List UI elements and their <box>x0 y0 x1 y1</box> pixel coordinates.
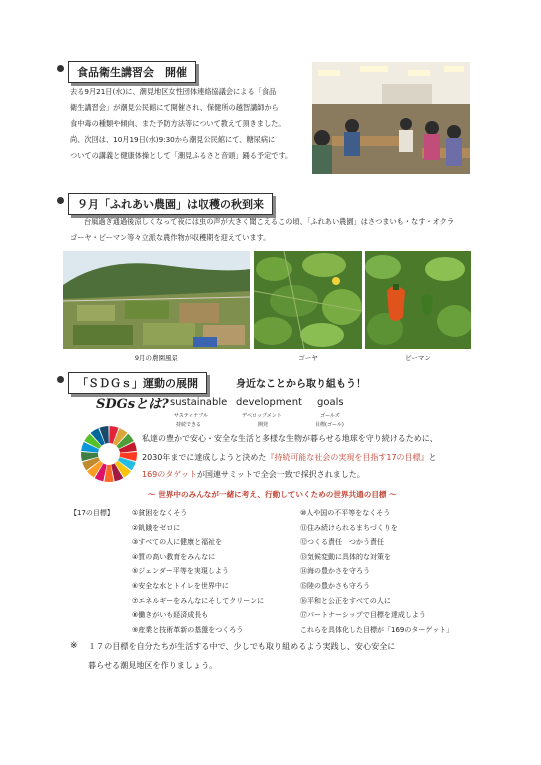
goya-caption: ゴーヤ <box>298 354 318 362</box>
goal-item: ②飢餓をゼロに <box>132 523 181 532</box>
goal-item: ⑤ジェンダー平等を実現しよう <box>132 567 229 576</box>
sdgs-word-sustainable: sustainable <box>170 397 228 408</box>
seminar-line-4: 尚、次回は、10月19日(水)9:30から潮見公民館にて、糖尿病に <box>70 135 276 144</box>
goal-item: ⑥安全な水とトイレを世界中に <box>132 582 229 590</box>
sdgs-wheel-icon <box>80 425 138 483</box>
intro-highlight-targets: 169のタゲット <box>142 470 197 479</box>
goal-item: ⑯平和と公正をすべての人に <box>300 596 391 605</box>
intro-highlight-goals: 『持続可能な社会の実現を目指す17の目標』 <box>266 453 429 462</box>
sdgs-intro-line-3 <box>142 469 365 480</box>
sdgs-what-is: SDGsとは? <box>96 397 169 412</box>
sdgs-heading: 「ＳＤＧｓ」運動の展開 <box>68 372 207 394</box>
sdgs-intro-line-2 <box>142 452 437 463</box>
goal-item: ⑩人や国の不平等をなくそう <box>300 509 391 517</box>
intro-text: と <box>428 453 437 462</box>
goal-item: ⑦エネルギーをみんなにそしてクリーンに <box>132 596 265 605</box>
goals-label: 【17の目標】 <box>70 509 114 517</box>
sdgs-word-goals: goals <box>317 397 344 408</box>
sdgs-intro-line-1: 私達の豊かで安心・安全な生活と多様な生物が暮らせる地球を守り続けるために、 <box>142 434 438 443</box>
seminar-heading: 食品衛生講習会 開催 <box>68 61 196 83</box>
farm-heading: ９月「ふれあい農園」は収穫の秋到来 <box>68 193 273 215</box>
goal-item: これらを具体化した目標が「169のターゲット」 <box>300 625 454 634</box>
goal-item: ⑧働きがいも経済成長も <box>132 611 209 620</box>
goal-item: ⑰パートナーシップで目標を達成しよう <box>300 611 426 620</box>
goal-item: ⑨産業と技術革新の基盤をつくろう <box>132 625 244 634</box>
closing-line-1: １７の目標を自分たちが生活する中で、少しでも取り組めるよう実践し、安心安全に <box>88 641 396 651</box>
meaning-development: 開発 <box>258 422 269 428</box>
goal-item: ⑪住み続けられるまちづくりを <box>300 523 398 532</box>
goal-item: ③すべての人に健康と福祉を <box>132 538 223 547</box>
pin-icon <box>57 65 64 72</box>
intro-text: 2030年までに達成しようと決めた <box>142 453 267 462</box>
goal-item: ④質の高い教育をみんなに <box>132 552 216 561</box>
meaning-sustainable: 持続できる <box>176 422 202 428</box>
seminar-line-2: 衛生講習会」が潮見公民館にて開催され、保健所の越智講師から <box>70 103 279 112</box>
pepper-caption: ピーマン <box>405 354 431 362</box>
katakana-goals: ゴールズ <box>320 413 340 419</box>
farm-scenery-caption: 9月の農園風景 <box>134 354 179 362</box>
farm-line-1: 台風過ぎ通過後涼しくなって夜には虫の声が大きく聞こえるこの頃、「ふれあい農園」はさつまいも・なす・オクラ <box>84 217 455 226</box>
pin-icon <box>57 197 64 204</box>
seminar-line-1: 去る9月21日(水)に、潮見地区女性団体連絡協議会による「食品 <box>70 87 277 96</box>
pepper-photo <box>365 251 471 349</box>
goya-photo <box>254 251 362 349</box>
sdgs-tagline: ～ 世界中のみんなが一緒に考え、行動していくための世界共通の目標 ～ <box>148 490 397 499</box>
goal-item: ⑬気候変動に具体的な対策を <box>300 552 391 561</box>
goal-item: ⑮陸の豊かさも守ろう <box>300 582 370 590</box>
meaning-goals: 目標(ゴール) <box>315 422 344 428</box>
goal-item: ⑭海の豊かさを守ろう <box>300 567 370 576</box>
goal-item: ⑫つくる責任 つかう責任 <box>300 538 384 547</box>
closing-line-2: 暮らせる潮見地区を作りましょう。 <box>88 660 218 670</box>
farm-line-2: ゴーヤ・ピーマン等々立派な農作物が収穫期を迎えています。 <box>70 233 271 242</box>
sdgs-slogan: 身近なことから取り組もう！ <box>236 379 366 390</box>
katakana-development: デベロップメント <box>242 413 282 419</box>
seminar-line-5: ついての講義と健康体操として「潮見ふるさと音頭」踊る予定です。 <box>70 151 293 160</box>
farm-scenery-photo <box>63 251 250 349</box>
intro-text: が国連サミットで全会一致で採択されました。 <box>196 470 365 479</box>
katakana-sustainable: サスティナブル <box>174 413 209 419</box>
seminar-photo <box>312 62 470 174</box>
closing-mark: ※ <box>70 641 78 651</box>
seminar-line-3: 食中毒の種類や傾向、また予防方法等について教えて頂きました。 <box>70 119 286 128</box>
goal-item: ①貧困をなくそう <box>132 509 188 517</box>
sdgs-word-development: development <box>236 397 302 408</box>
pin-icon <box>57 376 64 383</box>
